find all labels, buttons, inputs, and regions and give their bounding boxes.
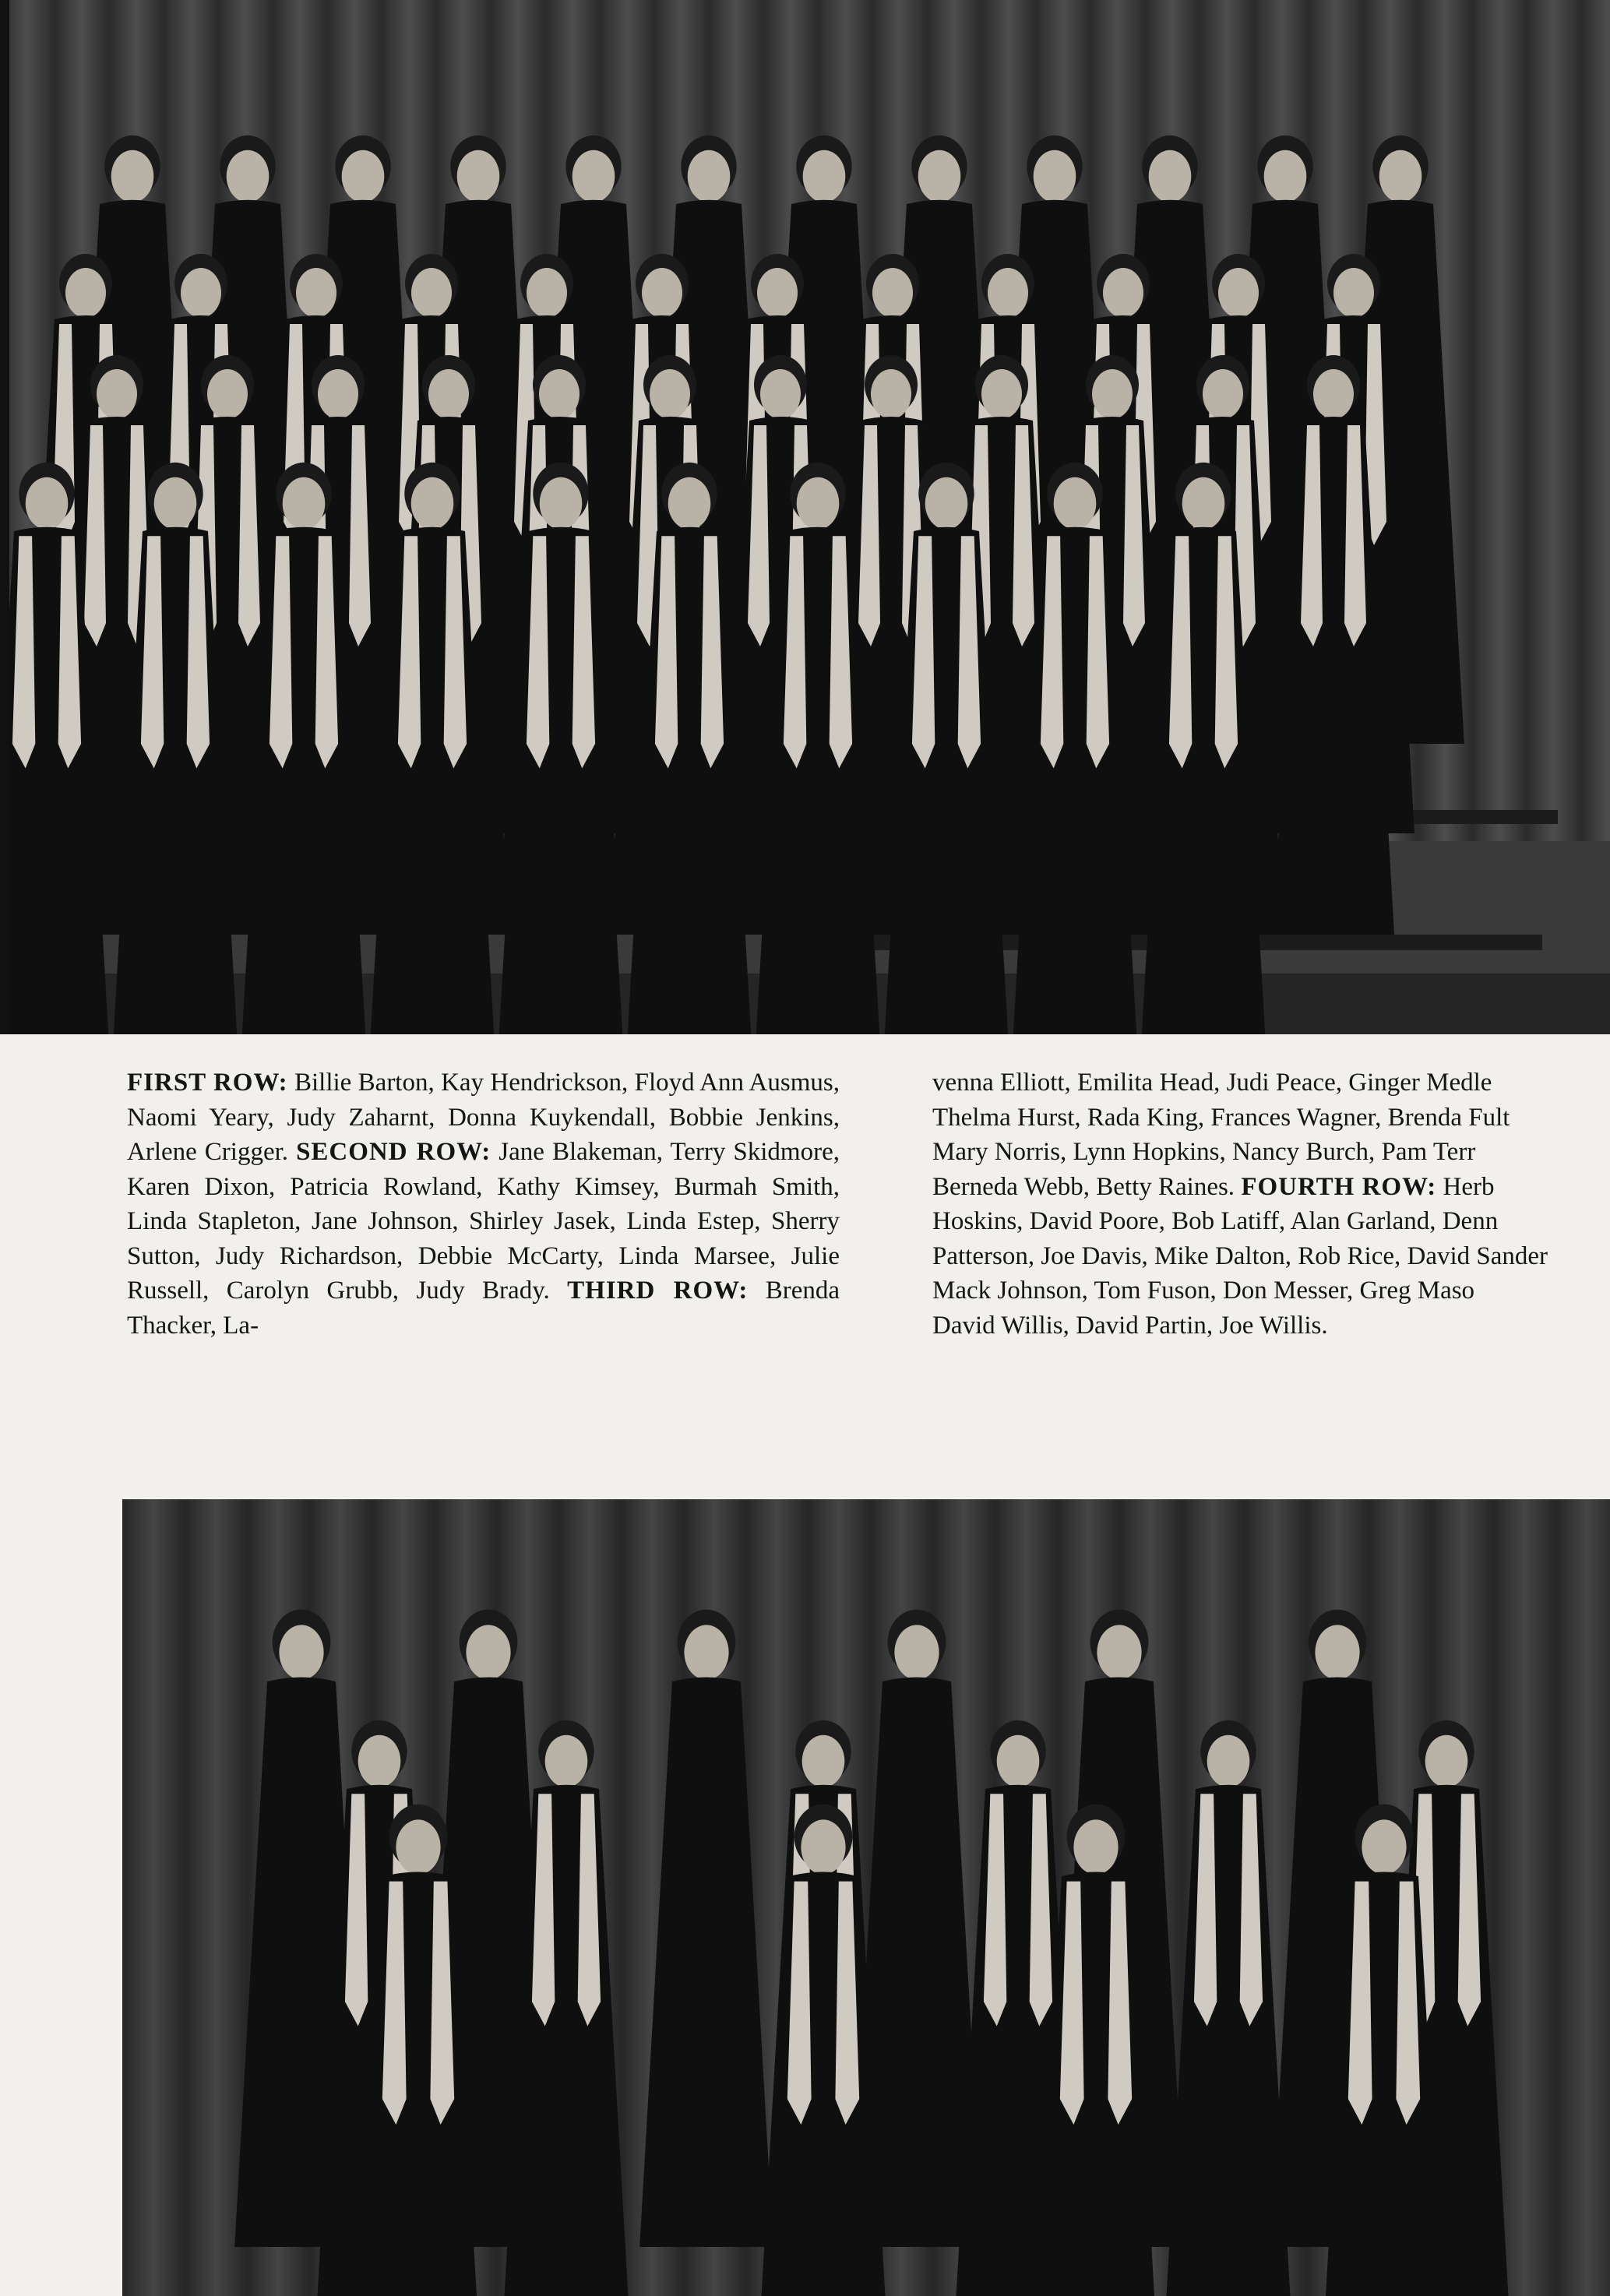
ensemble-photo-small-image xyxy=(122,1499,1610,2296)
second-row-names: Jane Blakeman, Terry Skidmore, Karen Dixon, Patricia Rowland, Kathy Kimsey, Burmah Smith, Linda Stapleton, Jane Johnson, Shirley Jasek, Linda Estep, Sherry Sutton, Judy Richardson, Debbie McCarty, Linda Marsee, Julie Russell, Carolyn Grubb, Judy Brady. xyxy=(127,1138,840,1305)
choir-photo-large xyxy=(0,0,1610,1034)
caption-line: Mack Johnson, Tom Fuson, Don Messer, Greg Maso xyxy=(932,1277,1475,1305)
second-row-label: SECOND ROW: xyxy=(296,1138,491,1166)
caption-line: venna Elliott, Emilita Head, Judi Peace, Ginger Medle xyxy=(932,1069,1492,1097)
caption-left-column xyxy=(127,1065,840,1346)
caption-line: Patterson, Joe Davis, Mike Dalton, Rob Rice, David Sander xyxy=(932,1241,1548,1270)
third-row-names-start: Brenda Thacker, La- xyxy=(127,1277,840,1340)
choir-photo-large-image xyxy=(0,0,1610,1034)
first-row-label: FIRST ROW: xyxy=(127,1069,288,1097)
first-row-names: Billie Barton, Kay Hendrickson, Floyd Ann Ausmus, Naomi Yeary, Judy Zaharnt, Donna Kuykendall, Bobbie Jenkins, Arlene Crigger. xyxy=(127,1069,840,1166)
caption-line: David Willis, David Partin, Joe Willis. xyxy=(932,1311,1328,1340)
caption-paragraph xyxy=(127,1065,840,1343)
caption-line: Thelma Hurst, Rada King, Frances Wagner, Brenda Fult xyxy=(932,1103,1510,1132)
third-row-label: THIRD ROW: xyxy=(567,1277,749,1305)
ensemble-photo-small xyxy=(122,1499,1610,2296)
caption-line: Mary Norris, Lynn Hopkins, Nancy Burch, Pam Terr xyxy=(932,1138,1476,1166)
caption-right-column xyxy=(932,1065,1610,1346)
fourth-row-names-start: Herb xyxy=(1436,1172,1495,1201)
fourth-row-label: FOURTH ROW: xyxy=(1241,1172,1437,1201)
caption-line xyxy=(932,1170,1610,1205)
caption-line: Hoskins, David Poore, Bob Latiff, Alan Garland, Denn xyxy=(932,1207,1499,1235)
third-row-names-end: Berneda Webb, Betty Raines. xyxy=(932,1172,1235,1201)
page-binding-edge xyxy=(0,0,9,1034)
